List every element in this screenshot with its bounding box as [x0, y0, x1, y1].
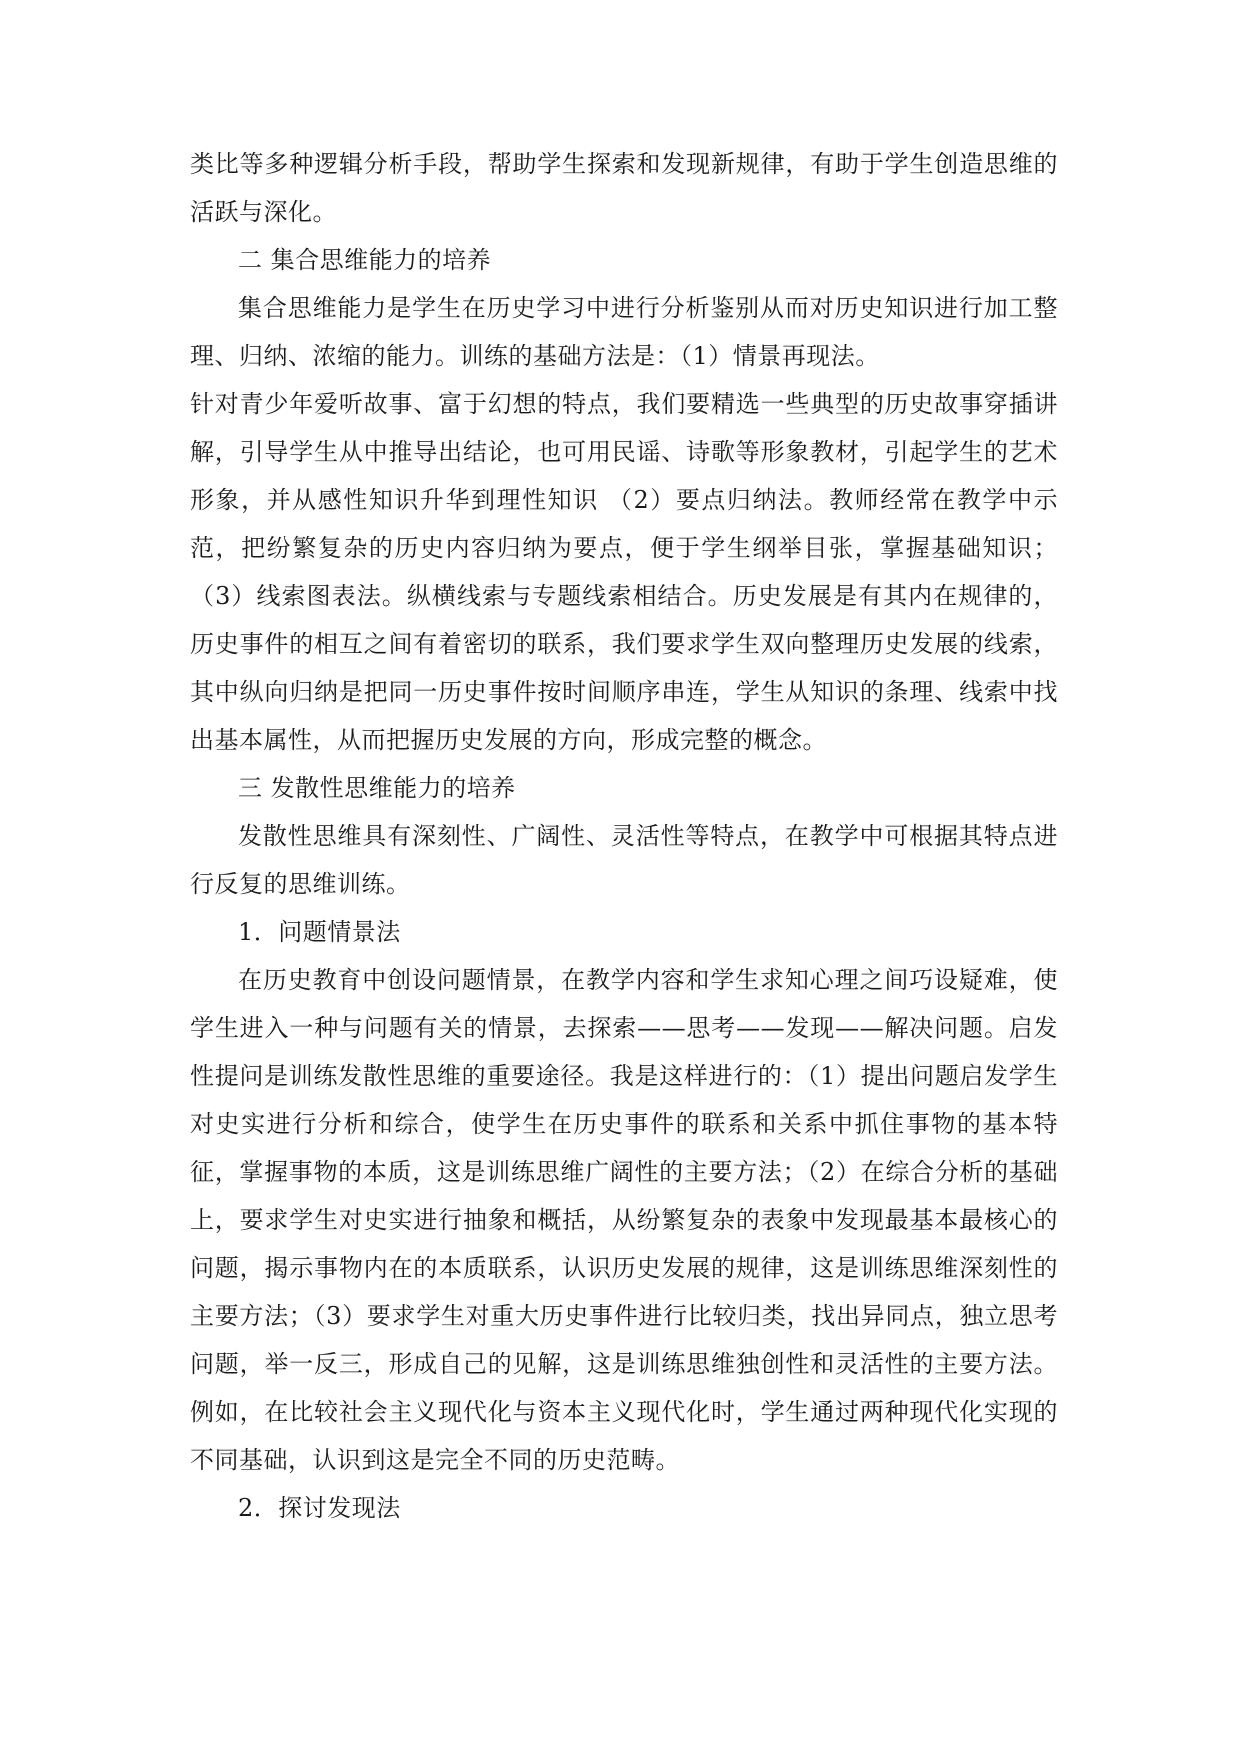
paragraph-divergent-thinking: 发散性思维具有深刻性、广阔性、灵活性等特点，在教学中可根据其特点进行反复的思维训练。: [190, 822, 1058, 898]
paragraph-convergent-thinking: 集合思维能力是学生在历史学习中进行分析鉴别从而对历史知识进行加工整理、归纳、浓缩的能力。训练的基础方法是：（1）情景再现法。: [190, 294, 1058, 370]
paragraph-continuation: 类比等多种逻辑分析手段，帮助学生探索和发现新规律，有助于学生创造思维的活跃与深化。: [190, 150, 1058, 226]
subheading-problem-scenario: 1．问题情景法: [238, 918, 401, 946]
section-heading-2: 二 集合思维能力的培养: [238, 246, 492, 274]
paragraph-problem-scenario: 在历史教育中创设问题情景，在教学内容和学生求知心理之间巧设疑难，使学生进入一种与问题有关的情景，去探索——思考——发现——解决问题。启发性提问是训练发散性思维的重要途径。我是这样进行的：（1）提出问题启发学生对史实进行分析和综合，使学生在历史事件的联系和关系中抓住事物的基本特征，掌握事物的本质，这是训练思维广阔性的主要方法；（2）在综合分析的基础上，要求学生对史实进行抽象和概括，从纷繁复杂的表象中发现最基本最核心的问题，揭示事物内在的本质联系，认识历史发展的规律，这是训练思维深刻性的主要方法；（3）要求学生对重大历史事件进行比较归类，找出异同点，独立思考问题，举一反三，形成自己的见解，这是训练思维独创性和灵活性的主要方法。例如，在比较社会主义现代化与资本主义现代化时，学生通过两种现代化实现的不同基础，认识到这是完全不同的历史范畴。: [190, 966, 1058, 1474]
section-heading-3: 三 发散性思维能力的培养: [238, 774, 516, 802]
paragraph-training-methods: 针对青少年爱听故事、富于幻想的特点，我们要精选一些典型的历史故事穿插讲解，引导学生从中推导出结论，也可用民谣、诗歌等形象教材，引起学生的艺术形象，并从感性知识升华到理性知识 （2）要点归纳法。教师经常在教学中示范，把纷繁复杂的历史内容归纳为要点，便于学生纲举目张，掌握基础知识；（3）线索图表法。纵横线索与专题线索相结合。历史发展是有其内在规律的，历史事件的相互之间有着密切的联系，我们要求学生双向整理历史发展的线索，其中纵向归纳是把同一历史事件按时间顺序串连，学生从知识的条理、线索中找出基本属性，从而把握历史发展的方向，形成完整的概念。: [190, 390, 1058, 754]
document-page: [190, 140, 1058, 1532]
subheading-discovery-method: 2．探讨发现法: [238, 1494, 401, 1522]
